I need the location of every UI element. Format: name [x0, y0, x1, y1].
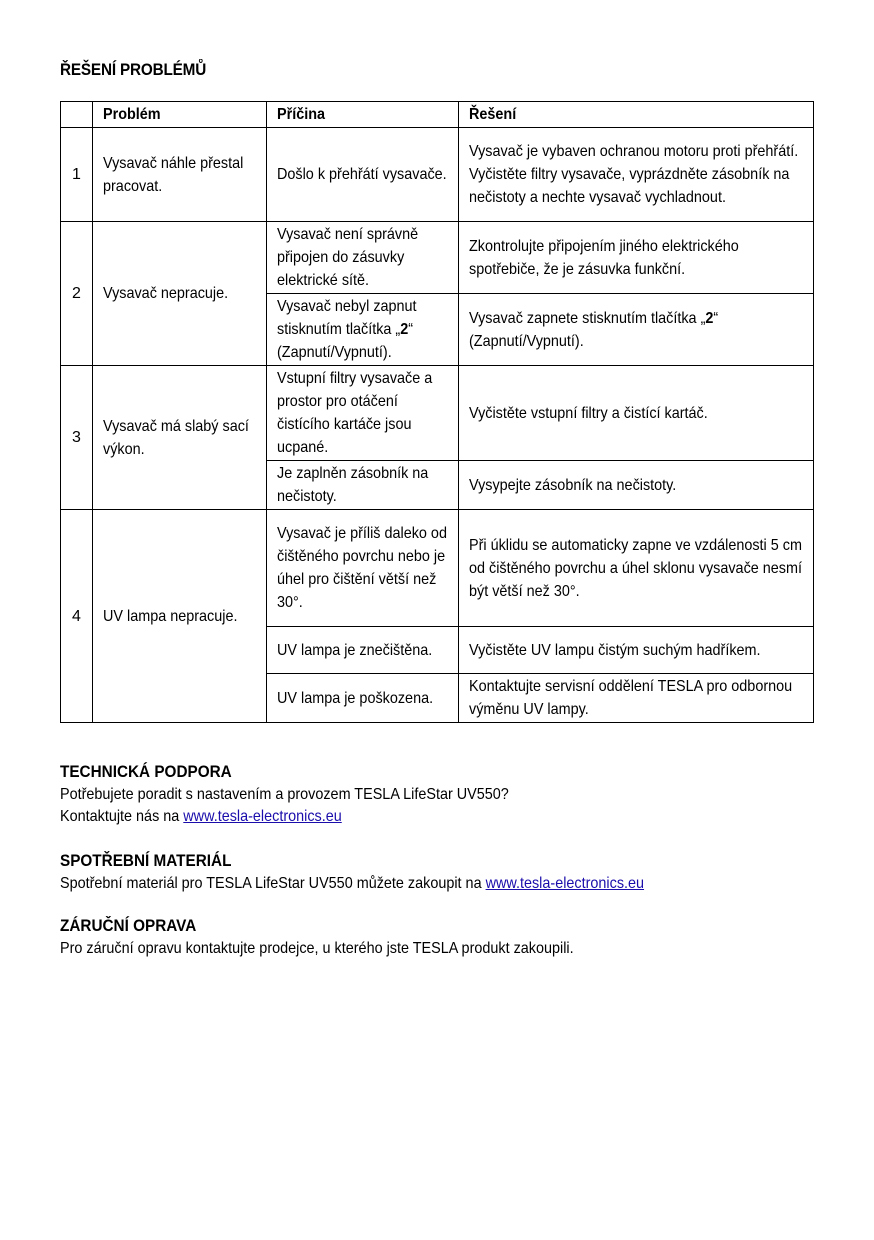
table-row	[61, 510, 814, 627]
solution-cell: Při úklidu se automaticky zapne ve vzdálenosti 5 cm od čištěného povrchu a úhel sklonu vysavače nesmí být větší než 30°.	[459, 510, 814, 627]
solution-cell: Vysypejte zásobník na nečistoty.	[459, 461, 814, 510]
solution-cell: Vysavač je vybaven ochranou motoru proti přehřátí. Vyčistěte filtry vysavače, vyprázdněte zásobník na nečistoty a nechte vysavač vychladnout.	[459, 128, 814, 222]
row-number: 1	[61, 128, 93, 222]
cause-cell: Vysavač nebyl zapnut stisknutím tlačítka „2“ (Zapnutí/Vypnutí).	[267, 294, 459, 366]
cause-cell: Vstupní filtry vysavače a prostor pro otáčení čistícího kartáče jsou ucpané.	[267, 366, 459, 461]
cause-cell: UV lampa je znečištěna.	[267, 627, 459, 674]
cause-cell: Vysavač není správně připojen do zásuvky elektrické sítě.	[267, 222, 459, 294]
consumables-text: Spotřební materiál pro TESLA LifeStar UV550 můžete zakoupit na www.tesla-electronics.eu	[60, 875, 645, 892]
problem-cell: UV lampa nepracuje.	[93, 510, 267, 723]
cause-cell: Došlo k přehřátí vysavače.	[267, 128, 459, 222]
row-number: 2	[61, 222, 93, 366]
row-number: 3	[61, 366, 93, 510]
consumables-section	[60, 849, 709, 895]
header-solution: Řešení	[459, 102, 814, 128]
row-number: 4	[61, 510, 93, 723]
page-title: ŘEŠENÍ PROBLÉMŮ	[60, 60, 207, 79]
cause-cell: Vysavač je příliš daleko od čištěného povrchu nebo je úhel pro čištění větší než 30°.	[267, 510, 459, 627]
solution-cell: Vyčistěte UV lampu čistým suchým hadříkem.	[459, 627, 814, 674]
problem-cell: Vysavač nepracuje.	[93, 222, 267, 366]
support-text: Potřebujete poradit s nastavením a provozem TESLA LifeStar UV550?	[60, 786, 509, 803]
warranty-heading: ZÁRUČNÍ OPRAVA	[60, 916, 197, 935]
troubleshooting-table	[60, 101, 814, 723]
cause-cell: Je zaplněn zásobník na nečistoty.	[267, 461, 459, 510]
support-website-link[interactable]: www.tesla-electronics.eu	[183, 808, 342, 825]
support-heading: TECHNICKÁ PODPORA	[60, 762, 232, 781]
key-label: 2	[705, 309, 714, 327]
cause-cell: UV lampa je poškozena.	[267, 674, 459, 723]
table-row	[61, 222, 814, 294]
solution-cell: Kontaktujte servisní oddělení TESLA pro odbornou výměnu UV lampy.	[459, 674, 814, 723]
solution-cell: Vyčistěte vstupní filtry a čistící kartáč.	[459, 366, 814, 461]
header-cause: Příčina	[267, 102, 459, 128]
warranty-text: Pro záruční opravu kontaktujte prodejce, u kterého jste TESLA produkt zakoupili.	[60, 940, 574, 957]
header-problem: Problém	[93, 102, 267, 128]
problem-cell: Vysavač náhle přestal pracovat.	[93, 128, 267, 222]
table-row	[61, 128, 814, 222]
consumables-website-link[interactable]: www.tesla-electronics.eu	[485, 875, 645, 892]
support-section	[60, 760, 559, 828]
solution-cell: Vysavač zapnete stisknutím tlačítka „2“ (Zapnutí/Vypnutí).	[459, 294, 814, 366]
problem-cell: Vysavač má slabý sací výkon.	[93, 366, 267, 510]
table-header-row	[61, 102, 814, 128]
support-contact-line: Kontaktujte nás na www.tesla-electronics.eu	[60, 808, 342, 825]
header-num	[61, 102, 93, 128]
table-row	[61, 366, 814, 461]
solution-cell: Zkontrolujte připojením jiného elektrického spotřebiče, že je zásuvka funkční.	[459, 222, 814, 294]
consumables-heading: SPOTŘEBNÍ MATERIÁL	[60, 851, 232, 870]
warranty-section	[60, 914, 631, 960]
key-label: 2	[400, 321, 409, 338]
